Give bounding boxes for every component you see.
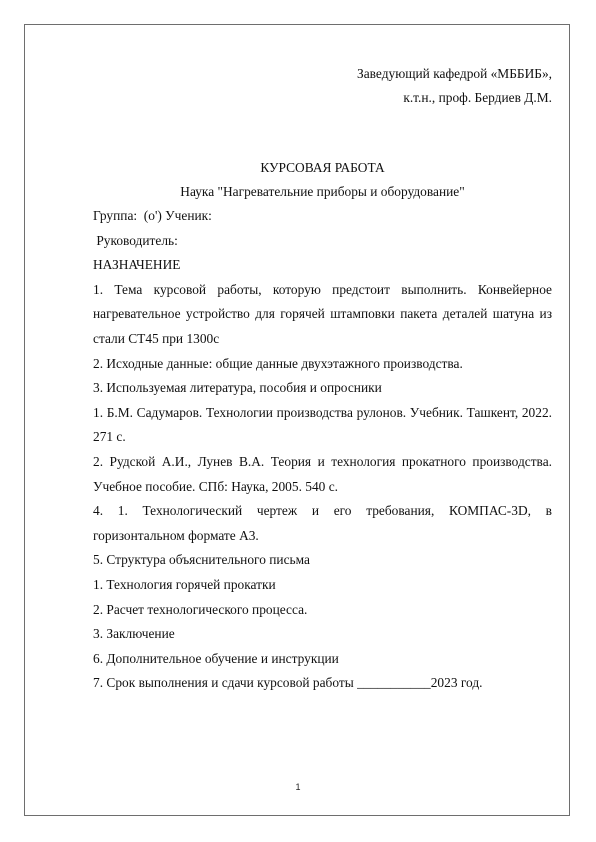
group-field: Группа: (о') Ученик: [93, 208, 212, 223]
supervisor-field: Руководитель: [93, 232, 178, 248]
header-line-1: Заведующий кафедрой «МББИБ», [357, 66, 552, 81]
subitem-1: 1. Технология горячей прокатки [93, 576, 276, 592]
header-line-2: к.т.н., проф. Бердиев Д.М. [403, 90, 552, 105]
spacer [93, 110, 552, 156]
item-5: 5. Структура объяснительного письма [93, 552, 310, 568]
document-body [93, 62, 552, 696]
subitem-2: 2. Расчет технологического процесса. [93, 601, 308, 617]
page-number: 1 [295, 782, 301, 792]
item-6: 6. Дополнительное обучение и инструкции [93, 650, 339, 666]
section-heading: НАЗНАЧЕНИЕ [93, 257, 181, 273]
literature-4: 4. 1. Технологический чертеж и его требования, КОМПАС-3D, в горизонтальном формате А3. [93, 503, 552, 543]
item-3: 3. Используемая литература, пособия и опросники [93, 380, 382, 396]
document-title: КУРСОВАЯ РАБОТА [260, 160, 385, 175]
document-subtitle: Наука "Нагревательние приборы и оборудование" [180, 184, 465, 199]
item-2: 2. Исходные данные: общие данные двухэтажного производства. [93, 355, 463, 371]
literature-1: 1. Б.М. Садумаров. Технологии производства рулонов. Учебник. Ташкент, 2022. 271 с. [93, 404, 552, 445]
literature-2: 2. Рудской А.И., Лунев В.А. Теория и технология прокатного производства. Учебное пособие. СПб: Наука, 2005. 540 с. [93, 453, 552, 494]
item-1: 1. Тема курсовой работы, которую предстоит выполнить. Конвейерное нагревательное устройство для горячей штамповки пакета деталей шатуна из стали СТ45 при 1300с [93, 281, 552, 346]
subitem-3: 3. Заключение [93, 626, 175, 642]
item-7: 7. Срок выполнения и сдачи курсовой работы ___________2023 год. [93, 675, 483, 691]
